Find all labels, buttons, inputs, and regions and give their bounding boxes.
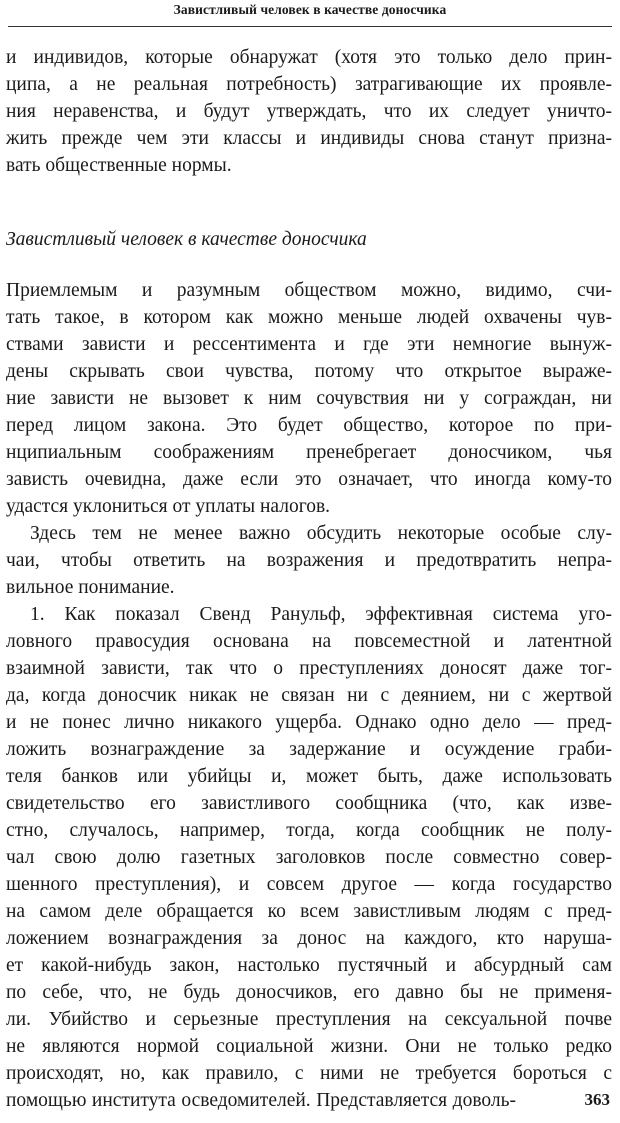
text-line: не являются нормой социальной жизни. Они не только редко [6, 1036, 612, 1057]
text-line: Приемлемым и разумным обществом можно, видимо, счи- [6, 280, 612, 301]
text-line: взаимной зависти, так что о преступлениях доносят даже тог- [6, 658, 612, 679]
text-line: и не понес лично никакого ущерба. Однако одно дело — пред- [6, 712, 612, 733]
text-line: вильное понимание. [6, 577, 175, 598]
text-line: зависть очевидна, даже если это означает, что иногда кому-то [6, 469, 612, 490]
text-line: помощью института осведомителей. Представляется доволь- [6, 1090, 516, 1111]
text-line: Здесь тем не менее важно обсудить некоторые особые слу- [30, 523, 612, 544]
text-line: на самом деле обращается ко всем завистливым людям с пред- [6, 901, 612, 922]
running-head: Завистливый человек в качестве доносчика [173, 2, 447, 17]
text-line: ния неравенства, и будут утверждать, что их следует уничто- [6, 101, 612, 122]
text-line: нципиальным соображениям пренебрегает доносчиком, чья [6, 442, 612, 463]
text-line: вать общественные нормы. [6, 155, 232, 176]
text-line: чаи, чтобы ответить на возражения и предотвратить непра- [6, 550, 612, 571]
text-line: происходят, но, как правило, с ними не требуется бороться с [6, 1063, 612, 1084]
text-line: тать такое, в котором как можно меньше людей охвачены чув- [6, 307, 612, 328]
header-rule [8, 26, 612, 27]
text-line: ловного правосудия основана на повсеместной и латентной [6, 631, 612, 652]
page-number: 363 [584, 1090, 610, 1109]
text-line: чал свою долю газетных заголовков после совместно совер- [6, 847, 612, 868]
text-line: дены скрывать свои чувства, потому что открытое выраже- [6, 361, 612, 382]
text-line: стно, случалось, например, тогда, когда сообщник не полу- [6, 820, 612, 841]
text-line: ципа, а не реальная потребность) затрагивающие их проявле- [6, 74, 612, 95]
text-line: удастся уклониться от уплаты налогов. [6, 496, 331, 517]
text-line: теля банков или убийцы и, может быть, даже использовать [6, 766, 612, 787]
text-line: ложить вознаграждение за задержание и осуждение граби- [6, 739, 612, 760]
text-line: шенного преступления), и совсем другое — когда государство [6, 874, 612, 895]
section-title: Завистливый человек в качестве доносчика [6, 229, 367, 250]
text-line: по себе, что, не будь доносчиков, его давно бы не применя- [6, 982, 612, 1003]
text-line: жить прежде чем эти классы и индивиды снова станут призна- [6, 128, 612, 149]
text-line: ет какой-нибудь закон, настолько пустячный и абсурдный сам [6, 955, 612, 976]
text-line: да, когда доносчик никак не связан ни с деянием, ни с жертвой [6, 685, 612, 706]
text-line: ние зависти не вызовет к ним сочувствия ни у сограждан, ни [6, 388, 612, 409]
text-line: ствами зависти и рессентимента и где эти немногие вынуж- [6, 334, 612, 355]
text-line: ли. Убийство и серьезные преступления на сексуальной почве [6, 1009, 612, 1030]
text-line: ложением вознаграждения за донос на каждого, кто наруша- [6, 928, 612, 949]
text-line: свидетельство его завистливого сообщника (что, как изве- [6, 793, 612, 814]
text-line: 1. Как показал Свенд Ранульф, эффективная система уго- [30, 604, 612, 625]
text-line: и индивидов, которые обнаружат (хотя это только дело прин- [6, 47, 612, 68]
text-line: перед лицом закона. Это будет общество, которое по при- [6, 415, 612, 436]
